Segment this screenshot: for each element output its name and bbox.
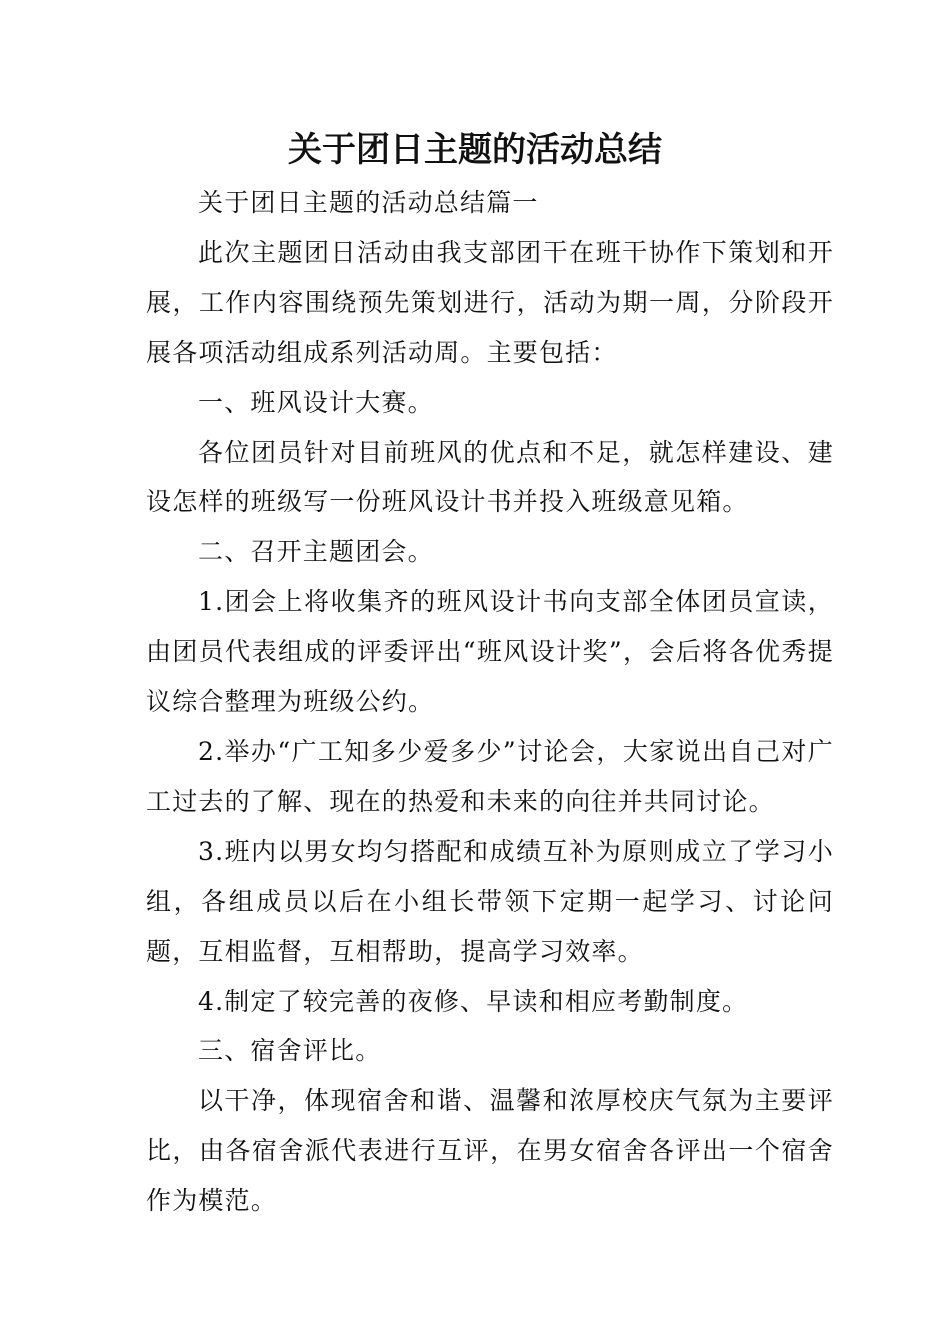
section-heading-part-one: 关于团日主题的活动总结篇一 [198, 188, 539, 217]
list-item-4: 4.制定了较完善的夜修、早读和相应考勤制度。 [198, 986, 749, 1016]
list-item-2: 2.举办“广工知多少爱多少”讨论会，大家说出自己对广工过去的了解、现在的热爱和未来的向往并共同讨论。 [146, 736, 834, 816]
document-title: 关于团日主题的活动总结 [288, 130, 662, 170]
paragraph-dorm-evaluation: 以干净，体现宿舍和谐、温馨和浓厚校庆气氛为主要评比，由各宿舍派代表进行互评，在男女宿舍各评出一个宿舍作为模范。 [146, 1086, 834, 1216]
list-item-1: 1.团会上将收集齐的班风设计书向支部全体团员宣读，由团员代表组成的评委评出“班风设计奖”，会后将各优秀提议综合整理为班级公约。 [146, 587, 834, 717]
list-item-3: 3.班内以男女均匀搭配和成绩互补为原则成立了学习小组，各组成员以后在小组长带领下定期一起学习、讨论问题，互相监督，互相帮助，提高学习效率。 [146, 836, 834, 966]
document-body [146, 178, 834, 1226]
section-heading-three: 三、宿舍评比。 [198, 1036, 382, 1066]
section-heading-two: 二、召开主题团会。 [198, 537, 434, 567]
paragraph-class-style-design: 各位团员针对目前班风的优点和不足，就怎样建设、建设怎样的班级写一份班风设计书并投入班级意见箱。 [146, 437, 834, 517]
paragraph-intro: 此次主题团日活动由我支部团干在班干协作下策划和开展，工作内容围绕预先策划进行，活动为期一周，分阶段开展各项活动组成系列活动周。主要包括： [146, 237, 834, 367]
section-heading-one: 一、班风设计大赛。 [198, 387, 434, 417]
